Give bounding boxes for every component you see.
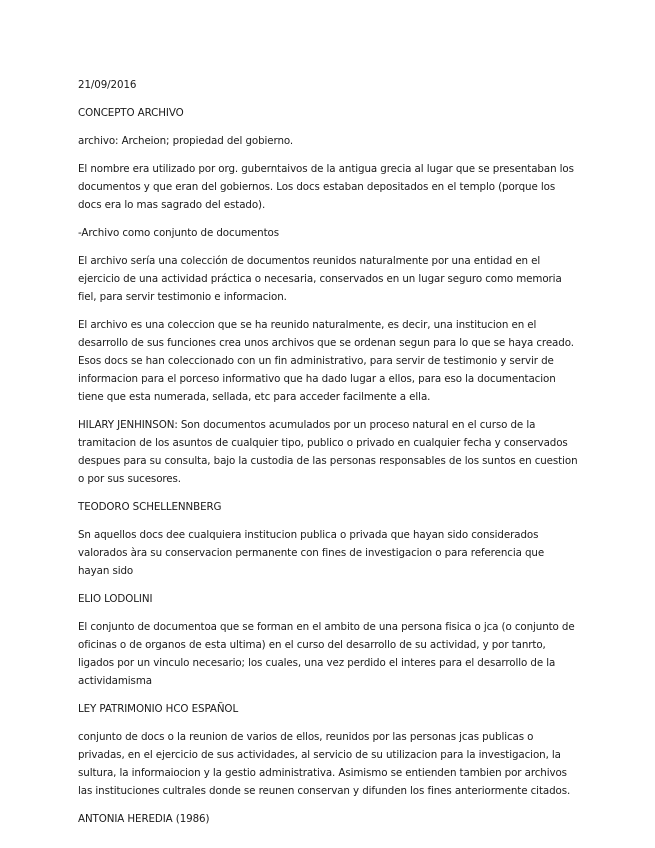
paragraph-origin: El nombre era utilizado por org. guberntaivos de la antigua grecia al lugar que se presentaban los documentos y que eran del gobiernos. Los docs estaban depositados en el templo (porque los docs era lo mas sagrado del estado). [78,163,574,211]
paragraph-conjunto-2: El archivo es una coleccion que se ha reunido naturalmente, es decir, una institucion en el desarrollo de sus funciones crea unos archivos que se ordenan segun para lo que se haya creado. Esos docs se han coleccionado con un fin administrativo, para servir de testimonio y servir de informacion para el porceso informativo que ha dado lugar a ellos, para eso la documentacion tiene que esta numerada, sellada, etc para acceder facilmente a ella. [78,319,574,403]
heading-ley-patrimonio: LEY PATRIMONIO HCO ESPAÑOL [78,703,239,715]
heading-concepto-archivo: CONCEPTO ARCHIVO [78,107,184,119]
archivo-definition: archivo: Archeion; propiedad del gobierno. [78,135,294,147]
paragraph-conjunto-1: El archivo sería una colección de documentos reunidos naturalmente por una entidad en el ejercicio de una actividad práctica o necesaria, conservados en un lugar seguro como memoria fiel, para servir testimonio e informacion. [78,255,562,303]
heading-lodolini: ELIO LODOLINI [78,593,153,605]
heading-schellenberg: TEODORO SCHELLENNBERG [78,501,222,513]
heading-heredia: ANTONIA HEREDIA (1986) [78,813,210,825]
subheading-conjunto-documentos: -Archivo como conjunto de documentos [78,227,279,239]
paragraph-jenkinson: HILARY JENHINSON: Son documentos acumulados por un proceso natural en el curso de la tramitacion de los asuntos de cualquier tipo, publico o privado en cualquier fecha y conservados despues para su consulta, bajo la custodia de las personas responsables de los suntos en cuestion o por sus sucesores. [78,419,578,485]
paragraph-ley-patrimonio: conjunto de docs o la reunion de varios de ellos, reunidos por las personas jcas publicas o privadas, en el ejercicio de sus actividades, al servicio de su utilizacion para la investigacion, la sultura, la informaiocion y la gestio administrativa. Asimismo se entienden tambien por archivos las instituciones cultrales donde se reunen conservan y difunden los fines anteriormente citados. [78,731,571,797]
paragraph-lodolini: El conjunto de documentoa que se forman en el ambito de una persona fisica o jca (o conjunto de oficinas o de organos de esta ultima) en el curso del desarrollo de su actividad, y por tanrto, ligados por un vinculo necesario; los cuales, una vez perdido el interes para el desarrollo de la actividamisma [78,621,575,687]
document-date: 21/09/2016 [78,79,137,91]
document-body [78,76,578,838]
paragraph-schellenberg: Sn aquellos docs dee cualquiera institucion publica o privada que hayan sido considerados valorados àra su conservacion permanente con fines de investigacion o para referencia que hayan sido [78,529,545,577]
